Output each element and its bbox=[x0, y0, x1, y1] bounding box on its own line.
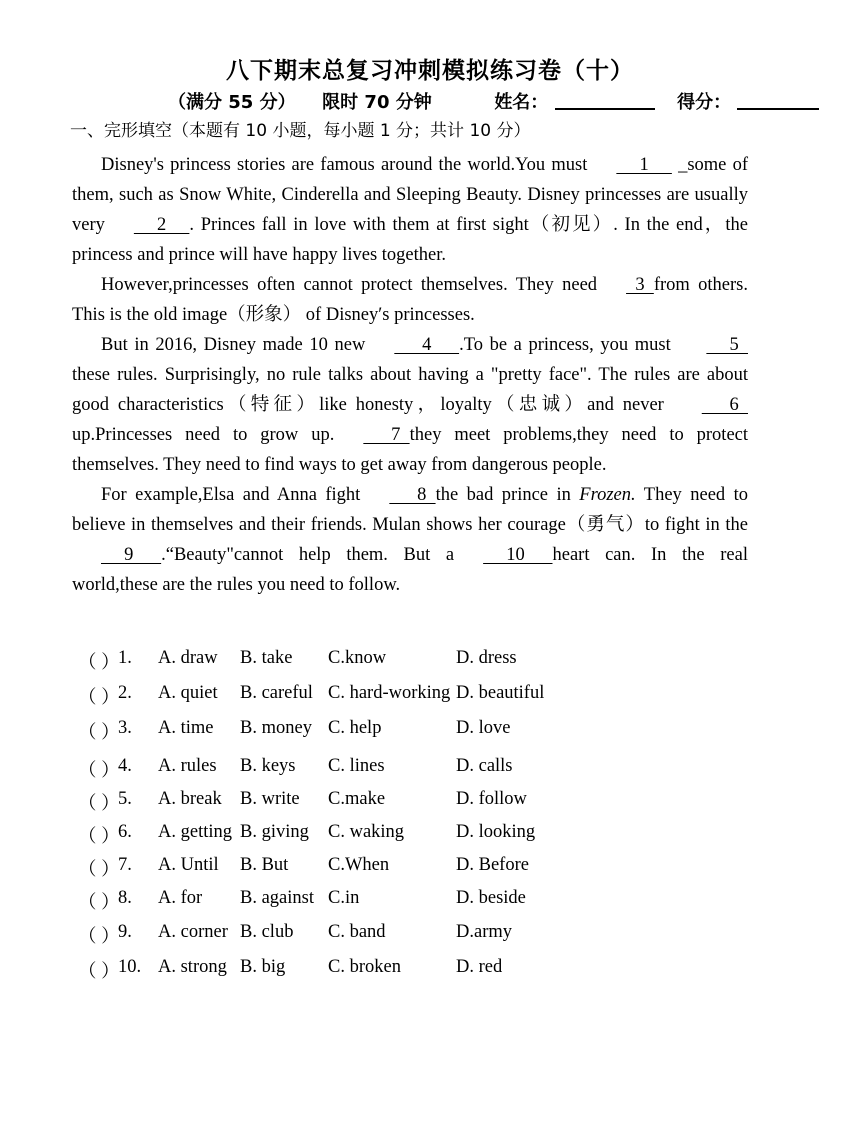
option-c: C. hard-working bbox=[328, 683, 451, 703]
answer-bracket[interactable]: （ ） bbox=[78, 688, 120, 708]
option-b: B. keys bbox=[240, 756, 296, 776]
exam-info bbox=[168, 88, 819, 114]
section-heading: 一、完形填空（本题有 10 小题，每小题 1 分；共计 10 分） bbox=[70, 121, 531, 141]
passage-text: But in 2016, Disney made 10 new bbox=[101, 335, 366, 355]
name-field[interactable] bbox=[555, 90, 655, 110]
score-label: 得分： bbox=[677, 92, 732, 113]
paragraph-3 bbox=[72, 330, 748, 480]
option-a: A. draw bbox=[158, 648, 218, 668]
option-b: B. take bbox=[240, 648, 293, 668]
answer-bracket[interactable]: （ ） bbox=[78, 794, 120, 814]
passage-text: these rules. Surprisingly, no rule talks about having a "pretty face". The rules are about good characteristics（特征）like honesty，loyalty（忠诚）and never bbox=[72, 365, 748, 415]
paragraph-1: Disney's princess stories are famous around the world.You must 1 _some of them, such as Snow White, Cinderella and Sleeping Beauty. Disney princesses are usually very 2 . Princes fall in love with them at first sight（初见）. In the end，the princess and prince will have happy lives together. bbox=[72, 150, 748, 270]
option-c: C. waking bbox=[328, 822, 405, 842]
passage-text: they meet problems,they need to protect themselves. They need to find ways to get away from dangerous people. bbox=[72, 425, 748, 475]
time-limit: 限时 70 分钟 bbox=[322, 92, 432, 113]
blank-1: 1 bbox=[616, 155, 672, 175]
option-a: A. time bbox=[158, 718, 214, 738]
blank-9: 9 bbox=[101, 545, 162, 565]
option-b: B. club bbox=[240, 922, 294, 942]
option-b: B. write bbox=[240, 789, 300, 809]
option-c: C. band bbox=[328, 922, 386, 942]
option-a: A. strong bbox=[158, 957, 227, 977]
question-number: 3. bbox=[118, 718, 132, 738]
option-b: B. careful bbox=[240, 683, 313, 703]
blank-8: 8 bbox=[389, 485, 436, 505]
question-number: 8. bbox=[118, 888, 132, 908]
option-b: B. big bbox=[240, 957, 286, 977]
option-a: A. corner bbox=[158, 922, 228, 942]
option-a: A. for bbox=[158, 888, 203, 908]
option-c: C.in bbox=[328, 888, 360, 908]
question-number: 5. bbox=[118, 789, 132, 809]
passage-text: from others. This is the old image（形象） of Disney′s princesses. bbox=[72, 275, 748, 325]
answer-bracket[interactable]: （ ） bbox=[78, 927, 120, 947]
option-c: C. lines bbox=[328, 756, 385, 776]
option-d: D. red bbox=[456, 957, 503, 977]
option-b: B. against bbox=[240, 888, 314, 908]
question-number: 4. bbox=[118, 756, 132, 776]
blank-7: 7 bbox=[363, 425, 410, 445]
option-a: A. break bbox=[158, 789, 222, 809]
passage-text: up.Princesses need to grow up. bbox=[72, 425, 335, 445]
answer-bracket[interactable]: （ ） bbox=[78, 893, 120, 913]
question-number: 6. bbox=[118, 822, 132, 842]
paragraph-2 bbox=[72, 270, 748, 330]
passage-text: heart can. In the real world,these are the rules you need to follow. bbox=[72, 545, 748, 595]
page-title: 八下期末总复习冲刺模拟练习卷（十） bbox=[226, 58, 634, 84]
option-d: D. beautiful bbox=[456, 683, 545, 703]
option-d: D. follow bbox=[456, 789, 527, 809]
passage-text: For example,Elsa and Anna fight bbox=[101, 485, 361, 505]
full-score: （满分 55 分） bbox=[168, 92, 296, 113]
option-b: B. giving bbox=[240, 822, 309, 842]
question-number: 2. bbox=[118, 683, 132, 703]
movie-title: Frozen. bbox=[579, 485, 636, 505]
answer-bracket[interactable]: （ ） bbox=[78, 653, 120, 673]
blank-5: 5 bbox=[706, 335, 748, 355]
blank-2: 2 bbox=[133, 215, 190, 235]
option-d: D. calls bbox=[456, 756, 513, 776]
passage-text: .To be a princess, you must bbox=[459, 335, 671, 355]
option-d: D. dress bbox=[456, 648, 517, 668]
passage-text: the bad prince in bbox=[435, 485, 571, 505]
option-a: A. rules bbox=[158, 756, 217, 776]
passage-text: However,princesses often cannot protect themselves. They need bbox=[101, 275, 598, 295]
question-number: 10. bbox=[118, 957, 142, 977]
answer-bracket[interactable]: （ ） bbox=[78, 962, 120, 982]
passage-text: . Princes fall in love with them at first sight（初见）. In the end，the princess and prince will have happy lives together. bbox=[72, 215, 748, 265]
blank-10: 10 bbox=[483, 545, 553, 565]
option-b: B. But bbox=[240, 855, 289, 875]
option-d: D. Before bbox=[456, 855, 529, 875]
option-a: A. getting bbox=[158, 822, 232, 842]
blank-6: 6 bbox=[701, 395, 748, 415]
cloze-passage bbox=[72, 150, 748, 600]
option-a: A. Until bbox=[158, 855, 219, 875]
passage-text: some of them, such as Snow White, Cinderella and Sleeping Beauty. Disney princesses are usually very bbox=[72, 155, 749, 235]
question-number: 7. bbox=[118, 855, 132, 875]
option-d: D. beside bbox=[456, 888, 526, 908]
question-number: 1. bbox=[118, 648, 132, 668]
option-c: C. broken bbox=[328, 957, 401, 977]
answer-bracket[interactable]: （ ） bbox=[78, 761, 120, 781]
option-b: B. money bbox=[240, 718, 312, 738]
passage-text: Disney's princess stories are famous around the world.You must bbox=[101, 155, 588, 175]
answer-bracket[interactable]: （ ） bbox=[78, 827, 120, 847]
answer-bracket[interactable]: （ ） bbox=[78, 723, 120, 743]
paragraph-4 bbox=[72, 480, 748, 600]
option-d: D.army bbox=[456, 922, 512, 942]
name-label: 姓名： bbox=[494, 92, 549, 113]
blank-4: 4 bbox=[394, 335, 460, 355]
option-c: C.When bbox=[328, 855, 390, 875]
passage-text: They need to believe in themselves and their friends. Mulan shows her courage（勇气）to fight in the bbox=[72, 485, 748, 535]
score-field[interactable] bbox=[737, 90, 819, 110]
option-d: D. looking bbox=[456, 822, 536, 842]
blank-3: 3 bbox=[626, 275, 654, 295]
option-c: C.know bbox=[328, 648, 387, 668]
passage-text: .“Beauty"cannot help them. But a bbox=[161, 545, 455, 565]
question-number: 9. bbox=[118, 922, 132, 942]
option-a: A. quiet bbox=[158, 683, 218, 703]
answer-bracket[interactable]: （ ） bbox=[78, 860, 120, 880]
option-d: D. love bbox=[456, 718, 511, 738]
option-c: C.make bbox=[328, 789, 386, 809]
option-c: C. help bbox=[328, 718, 382, 738]
